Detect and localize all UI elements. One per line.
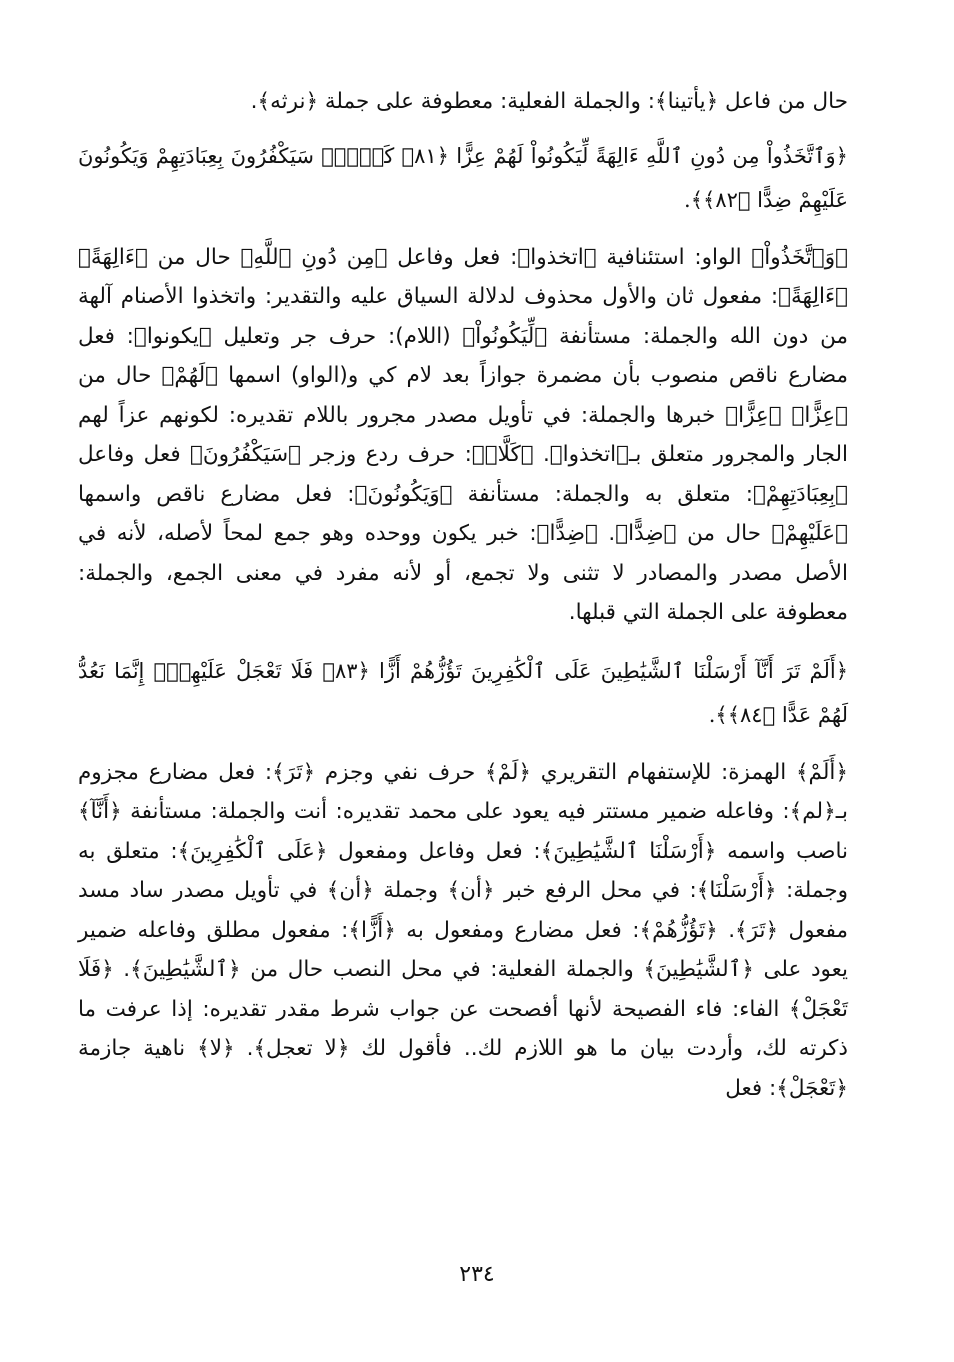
quran-verse-81-82: ﴿وَٱتَّخَذُواْ مِن دُونِ ٱللَّهِ ءَالِهَةً لِّيَكُونُواْ لَهُمْ عِزًّا ﴿٨١﴾ كَلَّاۚ سَيَكْفُرُونَ بِعِبَادَتِهِمْ وَيَكُونُونَ عَلَيْهِمْ ضِدًّا ﴿٨٢﴾﴾. bbox=[78, 143, 848, 212]
paragraph-spacer bbox=[78, 633, 848, 649]
parsing-paragraph-81-82: ﴿وَٱتَّخَذُواْ﴾ الواو: استئنافية ﴿اتخذوا﴾: فعل وفاعل ﴿مِن دُونِ ٱللَّهِ﴾ حال من ﴿ءَالِهَةً﴾ ﴿ءَالِهَةً﴾: مفعول ثان والأول محذوف لدلالة السياق عليه والتقدير: واتخذوا الأصنام آلهة من دون الله والجملة: مستأنفة ﴿لِّيَكُونُواْ﴾ (اللام): حرف جر وتعليل ﴿يكونوا﴾: فعل مضارع ناقص منصوب بأن مضمرة جوازاً بعد لام كي و(الواو) اسمها ﴿لَهُمْ﴾ حال من ﴿عِزًّا﴾ ﴿عِزًّا﴾ خبرها والجملة: في تأويل مصدر مجرور باللام تقديره: لكونهم عزاً لهم الجار والمجرور متعلق بـ﴿اتخذوا﴾. ﴿كَلَّاۚ﴾: حرف ردع وزجر ﴿سَيَكْفُرُونَ﴾ فعل وفاعل ﴿بِعِبَادَتِهِمْ﴾: متعلق به والجملة: مستأنفة ﴿وَيَكُونُونَ﴾: فعل مضارع ناقص واسمها ﴿عَلَيْهِمْ﴾ حال من ﴿ضِدًّا﴾. ﴿ضِدًّا﴾: خبر يكون ووحده وهو جمع لمحاً لأصله، لأنه في الأصل مصدر والمصادر لا تثنى ولا تجمع، أو لأنه مفرد في معنى الجمع، والجملة: معطوفة على الجملة التي قبلها. bbox=[78, 244, 848, 625]
paragraph-spacer bbox=[78, 737, 848, 753]
book-page bbox=[78, 82, 848, 1108]
paragraph-spacer bbox=[78, 222, 848, 238]
quran-verse-83-84: ﴿أَلَمْ تَرَ أَنَّآ أَرْسَلْنَا ٱلشَّيَٰطِينَ عَلَى ٱلْكَٰفِرِينَ تَؤُزُّهُمْ أَزًّا ﴿٨٣﴾ فَلَا تَعْجَلْ عَلَيْهِمْۖ إِنَّمَا نَعُدُّ لَهُمْ عَدًّا ﴿٨٤﴾﴾. bbox=[78, 658, 848, 727]
page-number: ٢٣٤ bbox=[459, 1262, 495, 1287]
parsing-paragraph-83-84: ﴿أَلَمْ﴾ الهمزة: للإستفهام التقريري ﴿لَمْ﴾ حرف نفي وجزم ﴿تَرَ﴾: فعل مضارع مجزوم بـ﴿لم﴾: وفاعله ضمير مستتر فيه يعود على محمد تقديره: أنت والجملة: مستأنفة ﴿أَنَّآ﴾ ناصب واسمه ﴿أَرْسَلْنَا ٱلشَّيَٰطِينَ﴾: فعل وفاعل ومفعول ﴿عَلَى ٱلْكَٰفِرِينَ﴾: متعلق به وجملة: ﴿أَرْسَلْنَا﴾: في محل الرفع خبر ﴿أن﴾ وجملة ﴿أن﴾ في تأويل مصدر ساد مسد مفعول ﴿تَرَ﴾. ﴿تَؤُزُّهُمْ﴾: فعل مضارع ومفعول به ﴿أَزًّا﴾: مفعول مطلق وفاعله ضمير يعود على ﴿ٱلشَّيَٰطِينَ﴾ والجملة الفعلية: في محل النصب حال من ﴿ٱلشَّيَٰطِينَ﴾. ﴿فَلَا تَعْجَلْ﴾ الفاء: فاء الفصيحة لأنها أفصحت عن جواب شرط مقدر تقديره: إذا عرفت ما ذكرته لك، وأردت بيان ما هو اللازم لك.. فأقول لك ﴿لا تعجل﴾. ﴿لا﴾ ناهية جازمة ﴿تَعْجَلْ﴾: فعل bbox=[78, 759, 848, 1101]
paragraph-spacer bbox=[78, 122, 848, 134]
intro-paragraph: حال من فاعل ﴿يأتينا﴾: والجملة الفعلية: معطوفة على جملة ﴿نرثه﴾. bbox=[250, 89, 848, 114]
